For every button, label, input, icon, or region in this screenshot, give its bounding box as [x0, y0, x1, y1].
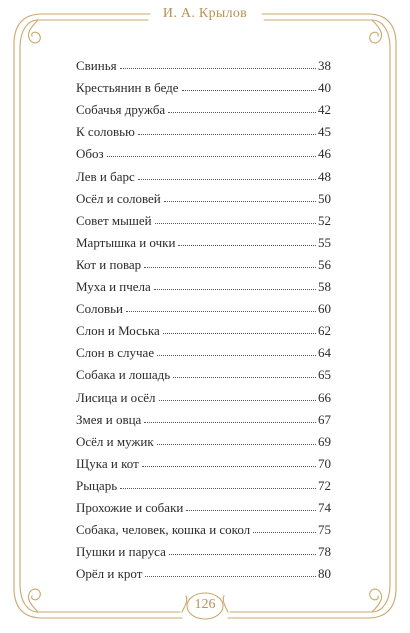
leader-dots [164, 201, 316, 202]
leader-dots [138, 179, 316, 180]
leader-dots [138, 134, 316, 135]
book-author-header: И. А. Крылов [162, 6, 248, 21]
toc-entry-title: Пушки и паруса [76, 544, 166, 560]
toc-entry-title: Обоз [76, 146, 104, 162]
toc-entry [76, 160, 331, 182]
leader-dots [145, 576, 316, 577]
toc-entry-page: 62 [318, 323, 331, 339]
leader-dots [168, 112, 316, 113]
toc-entry-page: 55 [318, 234, 331, 250]
toc-entry [76, 381, 331, 403]
toc-entry-page: 75 [318, 522, 331, 538]
toc-entry-page: 74 [318, 499, 331, 515]
toc-entry-title: Кот и повар [76, 256, 142, 272]
toc-entry-page: 46 [318, 146, 331, 162]
toc-entry-page: 45 [318, 124, 331, 140]
toc-entry [76, 138, 331, 160]
toc-entry-title: Осёл и мужик [76, 433, 154, 449]
toc-entry [76, 470, 331, 492]
toc-entry [76, 205, 331, 227]
toc-entry-page: 65 [318, 367, 331, 383]
toc-entry [76, 72, 331, 94]
toc-entry [76, 94, 331, 116]
leader-dots [253, 532, 316, 533]
leader-dots [142, 466, 316, 467]
toc-entry [76, 536, 331, 558]
toc-entry-page: 72 [318, 477, 331, 493]
toc-entry-page: 56 [318, 256, 331, 272]
toc-entry [76, 359, 331, 381]
toc-entry-title: Лисица и осёл [76, 389, 156, 405]
leader-dots [107, 156, 316, 157]
toc-entry [76, 116, 331, 138]
toc-entry [76, 558, 331, 580]
leader-dots [182, 90, 316, 91]
toc-entry-page: 60 [318, 301, 331, 317]
toc-entry-page: 80 [318, 566, 331, 582]
toc-entry [76, 271, 331, 293]
toc-entry-title: Мартышка и очки [76, 234, 176, 250]
toc-entry-title: Соловьи [76, 301, 124, 317]
toc-entry [76, 492, 331, 514]
toc-entry [76, 337, 331, 359]
toc-entry [76, 249, 331, 271]
toc-entry-title: Собака и лошадь [76, 367, 171, 383]
toc-entry-page: 52 [318, 212, 331, 228]
leader-dots [120, 68, 316, 69]
toc-entry-page: 70 [318, 455, 331, 471]
leader-dots [173, 377, 316, 378]
toc-entry-title: Осёл и соловей [76, 190, 161, 206]
leader-dots [186, 510, 316, 511]
table-of-contents [76, 50, 331, 580]
toc-entry-page: 42 [318, 102, 331, 118]
leader-dots [157, 444, 316, 445]
toc-entry-page: 66 [318, 389, 331, 405]
leader-dots [169, 554, 316, 555]
toc-entry-page: 69 [318, 433, 331, 449]
toc-entry [76, 404, 331, 426]
toc-entry-title: Прохожие и собаки [76, 499, 184, 515]
toc-entry-title: Змея и овца [76, 411, 142, 427]
page-number: 126 [194, 597, 216, 612]
toc-entry-page: 38 [318, 58, 331, 74]
leader-dots [159, 400, 316, 401]
leader-dots [144, 422, 316, 423]
toc-entry [76, 514, 331, 536]
leader-dots [178, 245, 316, 246]
toc-entry-page: 40 [318, 80, 331, 96]
leader-dots [120, 488, 316, 489]
toc-entry-title: Муха и пчела [76, 279, 151, 295]
toc-entry-page: 67 [318, 411, 331, 427]
toc-entry [76, 50, 331, 72]
toc-entry [76, 227, 331, 249]
toc-entry-title: Собачья дружба [76, 102, 166, 118]
leader-dots [155, 223, 316, 224]
toc-entry-title: Лев и барс [76, 168, 135, 184]
toc-entry-page: 78 [318, 544, 331, 560]
toc-entry-title: К соловью [76, 124, 135, 140]
toc-entry-title: Рыцарь [76, 477, 118, 493]
toc-entry-page: 50 [318, 190, 331, 206]
toc-entry-title: Щука и кот [76, 455, 139, 471]
toc-entry [76, 315, 331, 337]
toc-entry-title: Собака, человек, кошка и сокол [76, 522, 251, 538]
toc-entry-page: 58 [318, 279, 331, 295]
toc-entry-title: Крестьянин в беде [76, 80, 179, 96]
toc-entry [76, 426, 331, 448]
toc-entry [76, 293, 331, 315]
toc-entry-title: Свинья [76, 58, 117, 74]
leader-dots [157, 355, 316, 356]
leader-dots [154, 289, 316, 290]
toc-entry-title: Совет мышей [76, 212, 152, 228]
toc-entry-page: 48 [318, 168, 331, 184]
toc-entry [76, 448, 331, 470]
leader-dots [126, 311, 316, 312]
toc-entry-title: Слон и Моська [76, 323, 160, 339]
toc-entry-title: Слон в случае [76, 345, 155, 361]
toc-entry [76, 183, 331, 205]
leader-dots [144, 267, 316, 268]
toc-entry-page: 64 [318, 345, 331, 361]
leader-dots [163, 333, 316, 334]
toc-entry-title: Орёл и крот [76, 566, 143, 582]
